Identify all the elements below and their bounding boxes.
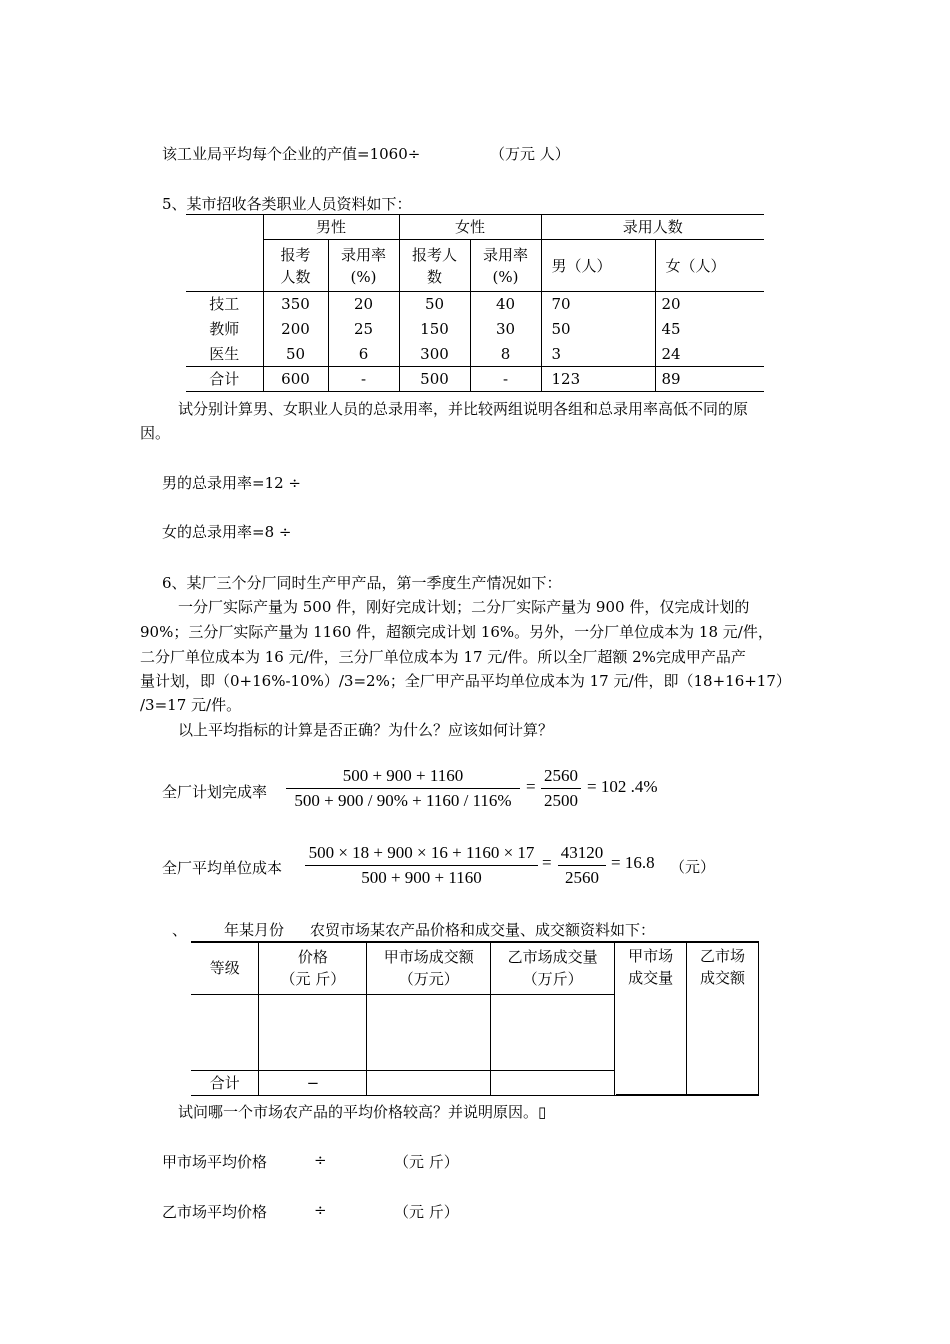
table-row: 医生 50 6 300 8 3 24 <box>186 342 764 367</box>
q7-answer-j-label: 甲市场平均价格 <box>162 1153 268 1171</box>
q7-header-y-volume: 乙市场成交量 （万斤） <box>491 942 615 994</box>
q7-answer-y-div: ÷ <box>314 1201 327 1219</box>
formula2-result: = 16.8 <box>611 853 655 872</box>
formula2-label: 全厂平均单位成本 <box>162 859 283 877</box>
header-hired: 录用人数 <box>541 215 764 240</box>
formula2-equals: = <box>542 853 552 872</box>
formula2-unit: （元） <box>670 858 716 876</box>
table-row: 教师 200 25 150 30 50 45 <box>186 317 764 342</box>
q7-answer-j-div: ÷ <box>314 1151 327 1169</box>
q7-table <box>191 941 759 1096</box>
header-female-rate: 录用率 (%) <box>470 240 541 292</box>
header-female-apply: 报考人 数 <box>399 240 470 292</box>
q6-para-line2: 90%；三分厂实际产量为 1160 件，超额完成计划 16%。另外，一分厂单位成本为 18 元/件， <box>140 623 773 641</box>
formula1-equals: = <box>526 777 536 796</box>
q5-answer-male: 男的总录用率=12 ÷ <box>162 474 301 492</box>
q7-table-bottom-rule <box>616 1094 759 1095</box>
q5-answer-female: 女的总录用率=8 ÷ <box>162 523 292 541</box>
q7-total-row: 合计 − <box>191 1070 759 1095</box>
header-hired-female: 女（人） <box>655 240 764 292</box>
header-male: 男性 <box>263 215 399 240</box>
q5-question-line2: 因。 <box>140 424 171 442</box>
q7-header-y-amount: 乙市场 成交额 <box>687 942 759 1095</box>
q7-answer-j-unit: （元 斤） <box>394 1153 459 1171</box>
q7-title-dot: 、 <box>172 921 188 939</box>
q6-para-line4: 量计划，即（0+16%-10%）/3=2%；全厂甲产品平均单位成本为 17 元/件，即（18+16+17） <box>140 672 791 690</box>
formula1-label: 全厂计划完成率 <box>162 783 268 801</box>
q6-para-line5: /3=17 元/件。 <box>140 696 242 714</box>
formula1-denominator: 500 + 900 / 90% + 1160 / 116% <box>294 791 512 810</box>
header-male-apply: 报考 人数 <box>263 240 328 292</box>
q7-title-text: 农贸市场某农产品价格和成交量、成交额资料如下： <box>310 921 656 939</box>
q7-header-j-volume: 甲市场 成交量 <box>615 942 687 1095</box>
formula1-result: = 102 .4% <box>587 777 658 796</box>
formula2-numerator: 500 × 18 + 900 × 16 + 1160 × 17 <box>308 843 535 862</box>
formula1-fraction <box>286 764 520 813</box>
q4-answer-unit: （万元 人） <box>490 145 570 163</box>
q7-header-j-amount: 甲市场成交额 （万元） <box>367 942 491 994</box>
formula2-denominator: 500 + 900 + 1160 <box>361 868 482 887</box>
header-hired-male: 男（人） <box>541 240 655 292</box>
q7-title-year: 年某月份 <box>224 921 285 939</box>
q7-question: 试问哪一个市场农产品的平均价格较高？并说明原因。▯ <box>178 1103 547 1121</box>
formula1-numerator: 500 + 900 + 1160 <box>342 766 464 785</box>
row-name: 教师 <box>209 320 240 338</box>
q6-para-line1: 一分厂实际产量为 500 件，刚好完成计划；二分厂实际产量为 900 件，仅完成计划的 <box>178 598 750 616</box>
q5-table <box>186 214 764 392</box>
q6-para-line3: 二分厂单位成本为 16 元/件，三分厂单位成本为 17 元/件。所以全厂超额 2%完成甲产品产 <box>140 648 746 666</box>
header-female: 女性 <box>399 215 541 240</box>
q5-question-line1: 试分别计算男、女职业人员的总录用率，并比较两组说明各组和总录用率高低不同的原 <box>178 400 749 418</box>
row-name: 技工 <box>209 295 240 314</box>
q7-answer-y-unit: （元 斤） <box>394 1203 459 1221</box>
formula1-fraction2: 2560 2500 <box>541 764 581 813</box>
q7-header-price: 价格 （元 斤） <box>259 942 367 994</box>
header-male-rate: 录用率 (%) <box>328 240 399 292</box>
table-row: 技工 350 20 50 40 70 20 <box>186 292 764 317</box>
q5-title: 5、某市招收各类职业人员资料如下： <box>162 195 412 213</box>
formula2-fraction2: 43120 2560 <box>558 841 606 890</box>
q7-header-grade: 等级 <box>191 942 259 994</box>
table-total-row: 合计 600 - 500 - 123 89 <box>186 367 764 392</box>
q6-question: 以上平均指标的计算是否正确？为什么？应该如何计算？ <box>178 721 554 739</box>
row-name: 医生 <box>209 344 240 363</box>
q6-title: 6、某厂三个分厂同时生产甲产品，第一季度生产情况如下： <box>162 574 562 592</box>
q4-answer-text: 该工业局平均每个企业的产值=1060÷ <box>162 145 421 163</box>
formula2-fraction <box>305 841 538 890</box>
q7-answer-y-label: 乙市场平均价格 <box>162 1203 268 1221</box>
